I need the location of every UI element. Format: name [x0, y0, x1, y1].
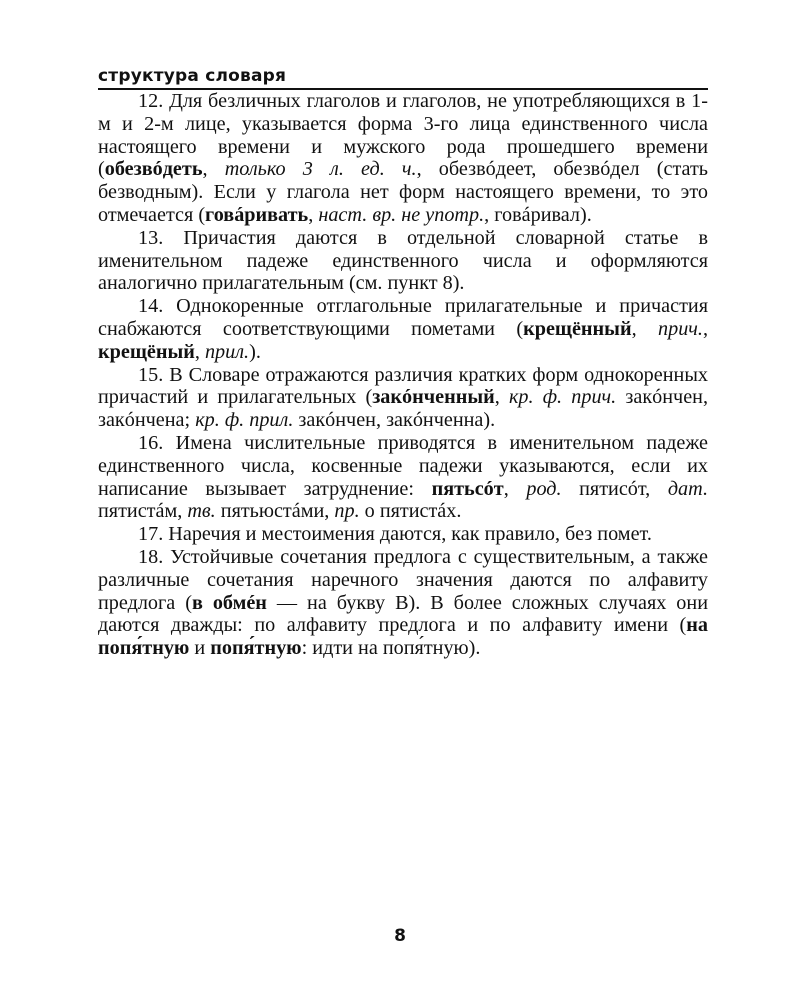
- grammar-label: род.: [526, 477, 562, 500]
- text-run: ,: [202, 158, 225, 181]
- grammar-label: дат.: [667, 477, 709, 500]
- grammar-label: кр. ф. прич.: [508, 386, 617, 409]
- text-run: 14. Однокоренные отглагольные прилагательные и причастия снабжаются соответствующими пометами (: [98, 295, 708, 340]
- grammar-label: прич.: [658, 317, 703, 340]
- text-run: 18. Устойчивые сочетания предлога с существительным, а также различные сочетания наречного значения даются по алфавиту предлога (: [98, 545, 708, 614]
- headword: обезвóдеть: [104, 158, 203, 181]
- text-run: 12. Для безличных глаголов и глаголов, не употребляющихся в 1-м и 2-м лице, указывается форма 3-го лица единственного числа настоящего времени и мужского рода прошедшего времени (: [98, 90, 708, 181]
- text-run: закóнчен, закóнченна).: [293, 409, 496, 432]
- text-run: , говáривал).: [484, 203, 592, 226]
- text-run: пятьюстáми,: [215, 500, 335, 523]
- text-run: пятистáм,: [98, 500, 188, 523]
- paragraph-14: [98, 295, 708, 363]
- text-run: : идти на попя́тную).: [301, 637, 481, 660]
- paragraph-17: [98, 523, 708, 546]
- page-number: 8: [394, 926, 406, 946]
- text-run: , обезвóдеет, обезвóдел (стать безводным). Если у глагола нет форм настоящего времени, то это отмечается (: [98, 158, 708, 226]
- text-run: ,: [503, 477, 527, 500]
- text-run: ).: [249, 340, 261, 363]
- headword: попя́тную: [210, 637, 302, 660]
- running-header: структура словаря: [98, 66, 287, 86]
- headword: говáривать: [205, 203, 309, 226]
- paragraph-12: [98, 90, 708, 227]
- grammar-label: прил.: [204, 340, 250, 363]
- grammar-label: только 3 л. ед. ч.: [224, 158, 417, 181]
- headword: крещёный: [98, 340, 195, 363]
- text-run: ,: [494, 386, 509, 409]
- text-run: — на букву В). В более сложных случаях они даются дважды: по алфавиту предлога и по алфавиту имени (: [98, 591, 709, 637]
- text-run: о пятистáх.: [359, 500, 462, 523]
- text-run: ,: [631, 317, 658, 340]
- text-run: закóнчен, закóнчена;: [98, 386, 708, 432]
- text-run: 15. В Словаре отражаются различия кратких форм однокоренных причастий и прилагательных (: [98, 363, 708, 409]
- text-run: 13. Причастия даются в отдельной словарной статье в именительном падеже единственного числа и оформляются аналогично прилагательным (см. пункт 8).: [98, 226, 708, 295]
- text-run: и: [189, 637, 211, 660]
- text-run: ,: [702, 317, 709, 340]
- text-run: ,: [308, 203, 319, 226]
- paragraph-16: [98, 432, 708, 523]
- grammar-label: наст. вр. не употр.: [318, 203, 485, 226]
- headword: крещённый: [523, 317, 632, 340]
- headword: закóнченный: [372, 386, 495, 409]
- text-run: 16. Имена числительные приводятся в именительном падеже единственного числа, косвенные падежи указываются, если их написание вызывает затруднение:: [98, 431, 708, 500]
- text-run: пятисóт,: [561, 477, 668, 500]
- text-run: 17. Наречия и местоимения даются, как правило, без помет.: [138, 523, 652, 546]
- grammar-label: пр.: [334, 500, 360, 523]
- grammar-label: кр. ф. прил.: [195, 409, 294, 432]
- paragraph-18: [98, 546, 708, 660]
- headword: на попя́тную: [98, 614, 708, 660]
- paragraph-13: [98, 227, 708, 295]
- text-run: ,: [194, 340, 205, 363]
- page-body: [98, 90, 708, 660]
- headword: пятьсóт: [431, 477, 504, 500]
- headword: в обмéн: [191, 591, 267, 614]
- grammar-label: тв.: [187, 500, 216, 523]
- paragraph-15: [98, 364, 708, 432]
